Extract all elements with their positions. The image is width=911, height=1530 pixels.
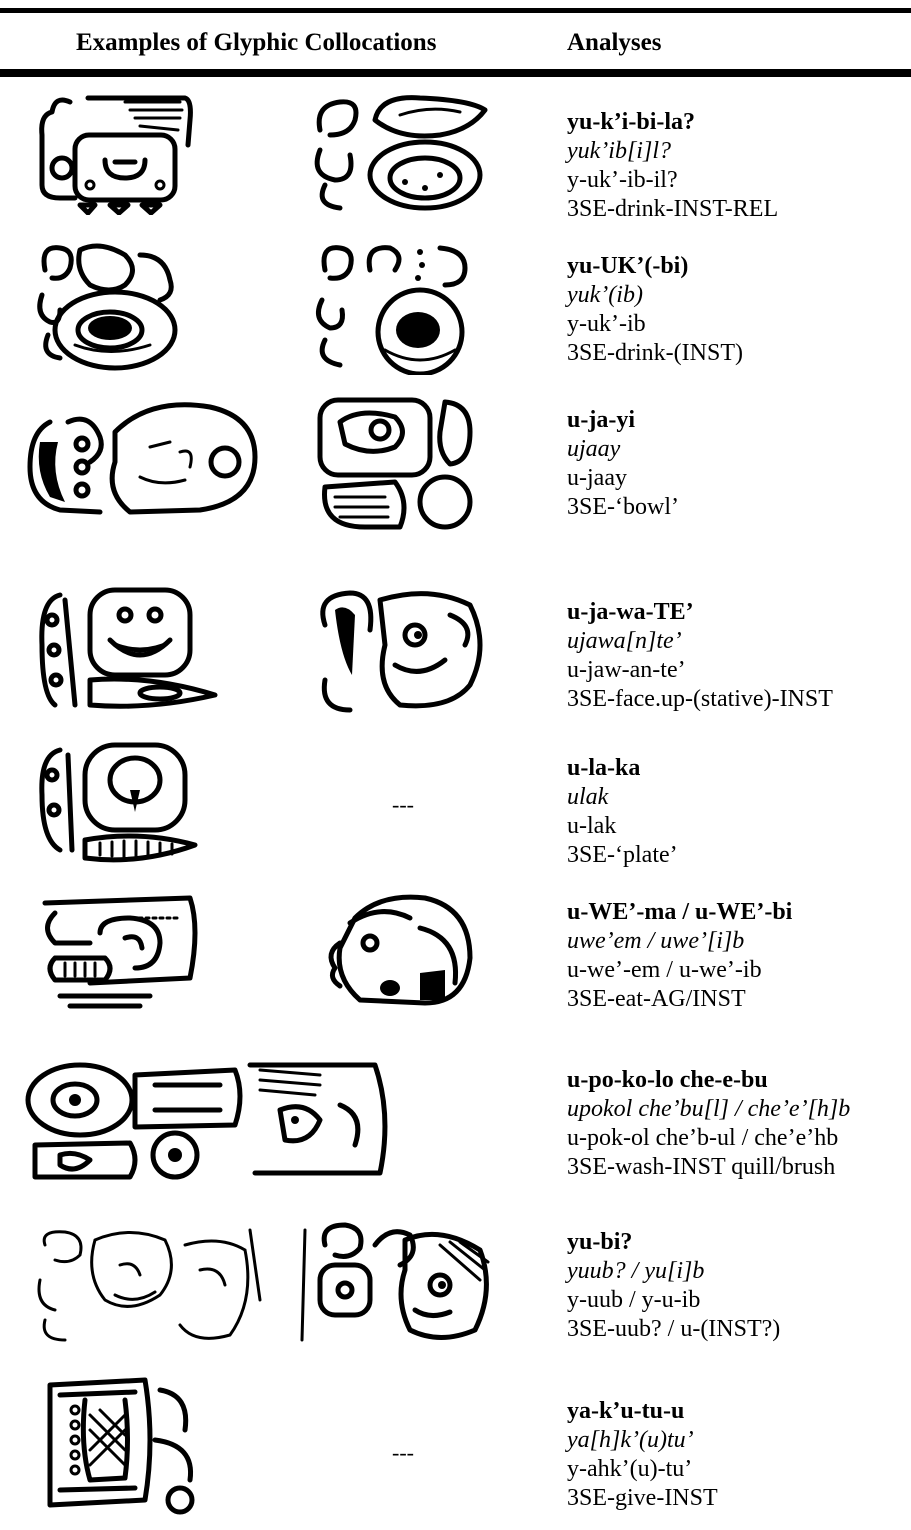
transliteration: yu-k’i-bi-la? bbox=[567, 109, 696, 135]
transcription: yuub? / yu[i]b bbox=[567, 1258, 705, 1284]
analysis-block bbox=[567, 1397, 718, 1513]
glyph-yuub-b-icon bbox=[290, 1220, 500, 1350]
gloss: 3SE-drink-(INST) bbox=[567, 340, 743, 366]
no-second-glyph: --- bbox=[392, 1440, 414, 1465]
morpheme-segmentation: u-lak bbox=[567, 813, 617, 839]
analysis-block bbox=[567, 1228, 780, 1344]
header-glyphic-collocations: Examples of Glyphic Collocations bbox=[76, 29, 437, 56]
gloss: 3SE-‘bowl’ bbox=[567, 494, 679, 520]
morpheme-segmentation: u-jaay bbox=[567, 465, 627, 491]
glyph-ujaay-b-icon bbox=[300, 392, 490, 532]
glyph-yukibil-a-icon bbox=[30, 90, 200, 215]
transliteration: yu-bi? bbox=[567, 1229, 633, 1255]
gloss: 3SE-wash-INST quill/brush bbox=[567, 1154, 836, 1180]
gloss: 3SE-face.up-(stative)-INST bbox=[567, 686, 833, 712]
transcription: yuk’(ib) bbox=[567, 282, 643, 308]
analysis-block bbox=[567, 1066, 850, 1182]
transcription: ya[h]k’(u)tu’ bbox=[567, 1427, 694, 1453]
transliteration: ya-k’u-tu-u bbox=[567, 1398, 685, 1424]
glyph-yukibil-b-icon bbox=[300, 90, 500, 215]
morpheme-segmentation: y-uub / y-u-ib bbox=[567, 1287, 701, 1313]
gloss: 3SE-‘plate’ bbox=[567, 842, 678, 868]
morpheme-segmentation: u-pok-ol che’b-ul / che’e’hb bbox=[567, 1125, 839, 1151]
transliteration: u-la-ka bbox=[567, 755, 641, 781]
glyph-yuub-a-icon bbox=[30, 1220, 270, 1350]
gloss: 3SE-uub? / u-(INST?) bbox=[567, 1316, 781, 1342]
glyph-ujaay-a-icon bbox=[20, 392, 270, 527]
analysis-block bbox=[567, 754, 678, 870]
glyph-ulak-icon bbox=[30, 740, 200, 865]
morpheme-segmentation: u-we’-em / u-we’-ib bbox=[567, 957, 762, 983]
glyph-yuk-a-icon bbox=[30, 240, 190, 375]
transcription: ujawa[n]te’ bbox=[567, 628, 682, 654]
transliteration: u-WE’-ma / u-WE’-bi bbox=[567, 899, 793, 925]
transcription: yuk’ib[i]l? bbox=[567, 138, 671, 164]
gloss: 3SE-eat-AG/INST bbox=[567, 986, 746, 1012]
transcription: ulak bbox=[567, 784, 609, 810]
top-rule bbox=[0, 8, 911, 13]
analysis-block bbox=[567, 406, 679, 522]
transliteration: u-ja-wa-TE’ bbox=[567, 599, 694, 625]
transcription: upokol che’bu[l] / che’e’[h]b bbox=[567, 1096, 851, 1122]
morpheme-segmentation: u-jaw-an-te’ bbox=[567, 657, 686, 683]
header-analyses: Analyses bbox=[567, 29, 662, 56]
glyph-uweem-icon bbox=[30, 888, 210, 1013]
glyph-ujawante-b-icon bbox=[300, 585, 500, 720]
glyph-yahkutu-icon bbox=[30, 1370, 210, 1520]
transliteration: u-ja-yi bbox=[567, 407, 635, 433]
gloss: 3SE-drink-INST-REL bbox=[567, 196, 779, 222]
glyph-ujawante-a-icon bbox=[30, 585, 230, 715]
transcription: ujaay bbox=[567, 436, 621, 462]
morpheme-segmentation: y-ahk’(u)-tu’ bbox=[567, 1456, 693, 1482]
morpheme-segmentation: y-uk’-ib bbox=[567, 311, 646, 337]
transcription: uwe’em / uwe’[i]b bbox=[567, 928, 745, 954]
glyph-uweib-icon bbox=[300, 888, 480, 1013]
gloss: 3SE-give-INST bbox=[567, 1485, 718, 1511]
header-rule bbox=[0, 69, 911, 77]
glyph-upokol-chebul-icon bbox=[20, 1055, 400, 1185]
transliteration: yu-UK’(-bi) bbox=[567, 253, 689, 279]
glyph-yuk-b-icon bbox=[300, 240, 490, 375]
analysis-block bbox=[567, 598, 833, 714]
morpheme-segmentation: y-uk’-ib-il? bbox=[567, 167, 678, 193]
analysis-block bbox=[567, 252, 743, 368]
analysis-block bbox=[567, 108, 778, 224]
analysis-block bbox=[567, 898, 792, 1014]
no-second-glyph: --- bbox=[392, 792, 414, 817]
transliteration: u-po-ko-lo che-e-bu bbox=[567, 1067, 768, 1093]
